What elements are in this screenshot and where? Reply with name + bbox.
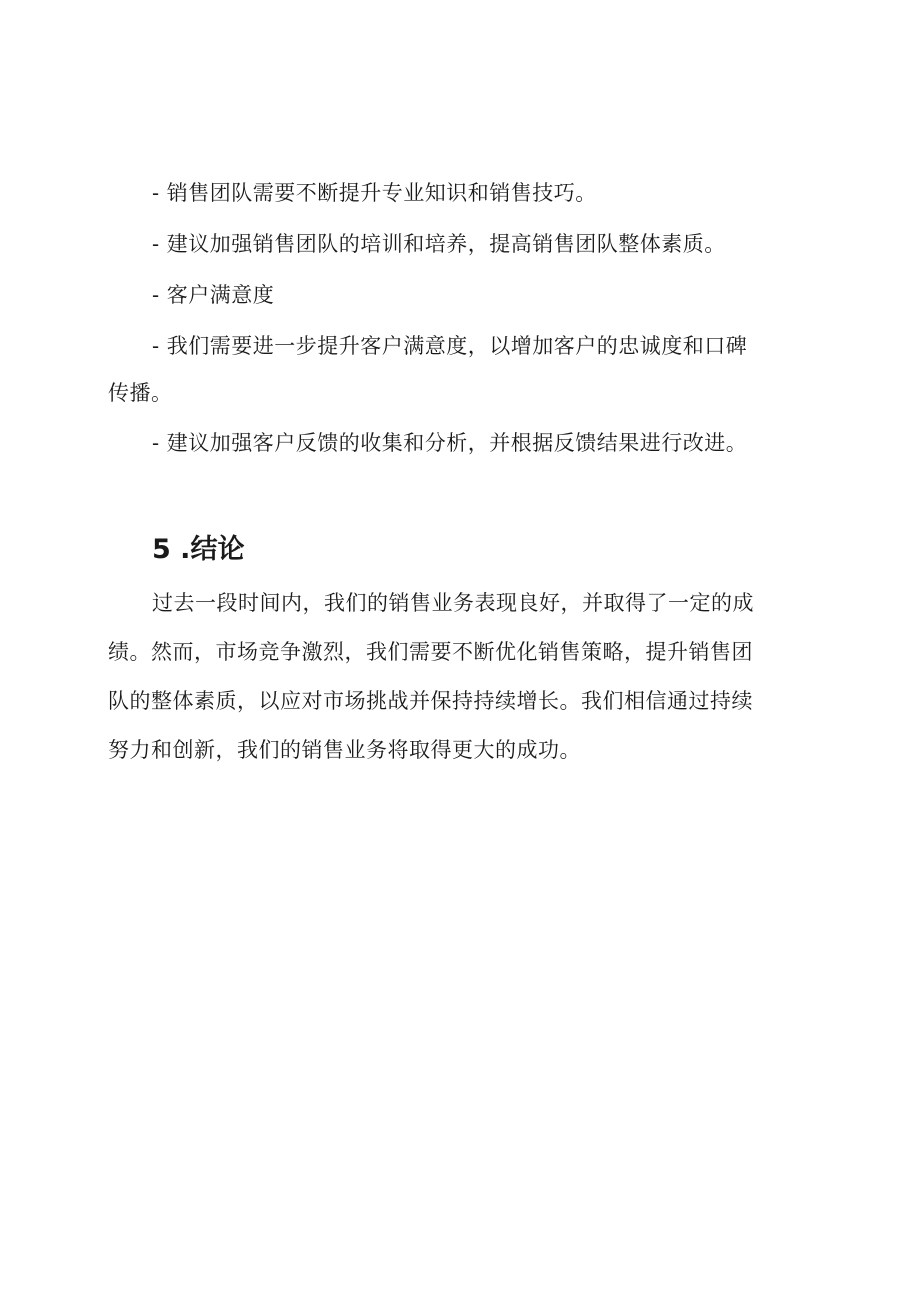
section-heading-conclusion: 5 .结论 xyxy=(152,534,245,565)
conclusion-paragraph-line: 过去一段时间内，我们的销售业务表现良好，并取得了一定的成 xyxy=(152,591,754,615)
bullet-improve-satisfaction: - 我们需要进一步提升客户满意度，以增加客户的忠诚度和口碑 xyxy=(152,334,748,358)
bullet-improve-satisfaction-cont: 传播。 xyxy=(108,381,173,405)
conclusion-paragraph-line: 努力和创新，我们的销售业务将取得更大的成功。 xyxy=(108,738,581,762)
conclusion-paragraph-line: 队的整体素质，以应对市场挑战并保持持续增长。我们相信通过持续 xyxy=(108,689,753,713)
conclusion-paragraph-line: 绩。然而，市场竞争激烈，我们需要不断优化销售策略，提升销售团 xyxy=(108,640,753,664)
bullet-team-training: - 建议加强销售团队的培训和培养，提高销售团队整体素质。 xyxy=(152,232,726,256)
bullet-customer-satisfaction: - 客户满意度 xyxy=(152,283,275,307)
bullet-feedback-analysis: - 建议加强客户反馈的收集和分析，并根据反馈结果进行改进。 xyxy=(152,431,748,455)
bullet-team-skills: - 销售团队需要不断提升专业知识和销售技巧。 xyxy=(152,181,597,205)
